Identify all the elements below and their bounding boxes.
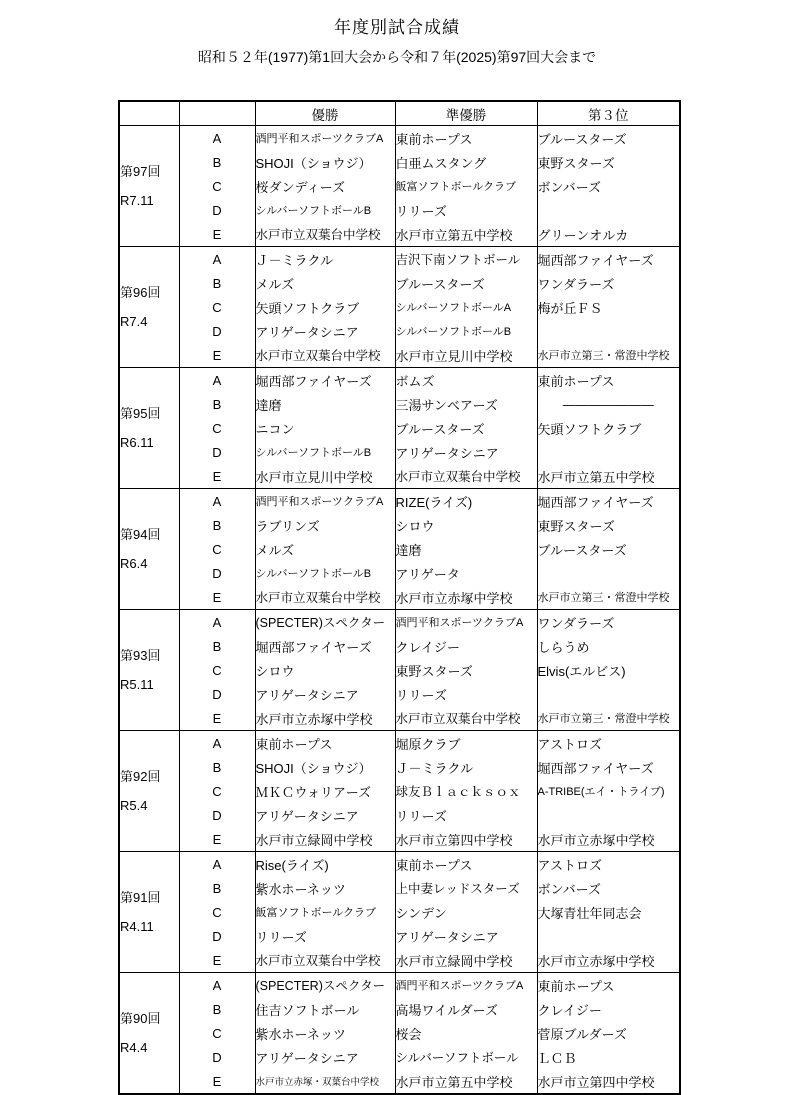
round-label: 第96回 (120, 285, 161, 300)
class-cell: C (179, 174, 255, 198)
runner-up-cell: クレイジー (395, 634, 537, 658)
winner-cell: SHOJI（ショウジ） (255, 755, 395, 779)
runner-up-cell: RIZE(ライズ) (395, 489, 537, 514)
table-row (119, 706, 680, 731)
runner-up-cell: シンデン (395, 900, 537, 924)
third-place-cell (537, 198, 680, 222)
winner-cell: 水戸市立双葉台中学校 (255, 585, 395, 610)
third-place-cell: アストロズ (537, 731, 680, 756)
third-place-cell: 堀西部ファイヤーズ (537, 247, 680, 272)
winner-cell: 水戸市立見川中学校 (255, 464, 395, 489)
winner-cell: ラブリンズ (255, 513, 395, 537)
winner-cell: 堀西部ファイヤーズ (255, 368, 395, 393)
third-place-cell: 東野スターズ (537, 150, 680, 174)
winner-cell: 矢頭ソフトクラブ (255, 295, 395, 319)
table-row (119, 392, 680, 416)
runner-up-cell: 水戸市立第四中学校 (395, 827, 537, 852)
winner-cell: 水戸市立緑岡中学校 (255, 827, 395, 852)
winner-cell: メルズ (255, 537, 395, 561)
runner-up-cell: シロウ (395, 513, 537, 537)
winner-cell: アリゲータシニア (255, 319, 395, 343)
runner-up-cell: 水戸市立第五中学校 (395, 1069, 537, 1094)
class-cell: B (179, 392, 255, 416)
class-cell: E (179, 222, 255, 247)
third-place-cell: グリーンオルカ (537, 222, 680, 247)
runner-up-cell: シルバーソフトボールB (395, 319, 537, 343)
table-row (119, 247, 680, 272)
third-place-cell: 菅原ブルダーズ (537, 1021, 680, 1045)
winner-cell: 堀西部ファイヤーズ (255, 634, 395, 658)
header-row (119, 101, 680, 126)
results-table-body (119, 126, 680, 1095)
class-cell: B (179, 513, 255, 537)
table-row (119, 585, 680, 610)
page-subtitle: 昭和５２年(1977)第1回大会から令和７年(2025)第97回大会まで (197, 49, 597, 65)
third-place-cell: Elvis(エルビス) (537, 658, 680, 682)
class-cell: E (179, 585, 255, 610)
header-third-place: 第３位 (537, 101, 680, 126)
winner-cell: 住吉ソフトボール (255, 997, 395, 1021)
table-row (119, 561, 680, 585)
results-table (118, 100, 681, 1095)
date-label: R5.4 (120, 798, 148, 813)
runner-up-cell: ブルースターズ (395, 271, 537, 295)
third-place-cell: A-TRIBE(エイ・トライブ) (537, 779, 680, 803)
third-place-cell: ボンバーズ (537, 174, 680, 198)
winner-cell: (SPECTER)スペクター (255, 973, 395, 998)
third-place-cell: 水戸市立第三・常澄中学校 (537, 706, 680, 731)
runner-up-cell: 吉沢下南ソフトボール (395, 247, 537, 272)
table-row (119, 271, 680, 295)
runner-up-cell: 東前ホープス (395, 852, 537, 877)
class-cell: A (179, 247, 255, 272)
round-label: 第92回 (120, 769, 161, 784)
table-row (119, 634, 680, 658)
winner-cell: シルバーソフトボールB (255, 561, 395, 585)
class-cell: D (179, 1045, 255, 1069)
class-cell: D (179, 924, 255, 948)
round-label: 第95回 (120, 406, 161, 421)
class-cell: A (179, 973, 255, 998)
runner-up-cell: 水戸市立見川中学校 (395, 343, 537, 368)
runner-up-cell: ボムズ (395, 368, 537, 393)
runner-up-cell: アリゲータシニア (395, 440, 537, 464)
table-row (119, 368, 680, 393)
winner-cell: 桜ダンディーズ (255, 174, 395, 198)
third-place-cell: ワンダラーズ (537, 610, 680, 635)
table-row (119, 174, 680, 198)
table-row (119, 948, 680, 973)
date-label: R6.4 (120, 556, 148, 571)
header-runner-up: 準優勝 (395, 101, 537, 126)
table-row (119, 779, 680, 803)
period-cell (119, 731, 179, 852)
third-place-cell: ――――――― (537, 392, 680, 416)
class-cell: C (179, 1021, 255, 1045)
table-row (119, 852, 680, 877)
runner-up-cell: 高場ワイルダーズ (395, 997, 537, 1021)
third-place-cell: しらうめ (537, 634, 680, 658)
class-cell: E (179, 706, 255, 731)
class-cell: D (179, 440, 255, 464)
table-row (119, 610, 680, 635)
class-cell: E (179, 827, 255, 852)
third-place-cell: 水戸市立赤塚中学校 (537, 948, 680, 973)
third-place-cell: 堀西部ファイヤーズ (537, 755, 680, 779)
date-label: R4.11 (120, 919, 154, 934)
page-title: 年度別試合成績 (334, 18, 460, 37)
winner-cell: 飯富ソフトボールクラブ (255, 900, 395, 924)
class-cell: B (179, 634, 255, 658)
third-place-cell (537, 440, 680, 464)
class-cell: D (179, 319, 255, 343)
third-place-cell: 水戸市立第四中学校 (537, 1069, 680, 1094)
third-place-cell: 水戸市立赤塚中学校 (537, 827, 680, 852)
winner-cell: シロウ (255, 658, 395, 682)
class-cell: C (179, 295, 255, 319)
class-cell: A (179, 489, 255, 514)
table-row (119, 973, 680, 998)
date-label: R6.11 (120, 435, 154, 450)
third-place-cell (537, 924, 680, 948)
table-row (119, 658, 680, 682)
runner-up-cell: 上中妻レッドスターズ (395, 876, 537, 900)
third-place-cell: ブルースターズ (537, 126, 680, 151)
class-cell: A (179, 126, 255, 151)
runner-up-cell: 球友Ｂｌａｃｋｓｏｘ (395, 779, 537, 803)
third-place-cell: アストロズ (537, 852, 680, 877)
class-cell: C (179, 900, 255, 924)
runner-up-cell: シルバーソフトボールA (395, 295, 537, 319)
header-winner: 優勝 (255, 101, 395, 126)
period-cell (119, 973, 179, 1095)
runner-up-cell: 水戸市立赤塚中学校 (395, 585, 537, 610)
third-place-cell: 梅が丘ＦＳ (537, 295, 680, 319)
class-cell: E (179, 1069, 255, 1094)
third-place-cell: 水戸市立第三・常澄中学校 (537, 585, 680, 610)
period-cell (119, 489, 179, 610)
third-place-cell: ブルースターズ (537, 537, 680, 561)
table-row (119, 827, 680, 852)
class-cell: D (179, 803, 255, 827)
class-cell: C (179, 416, 255, 440)
table-row (119, 464, 680, 489)
table-row (119, 1021, 680, 1045)
table-row (119, 343, 680, 368)
third-place-cell: 堀西部ファイヤーズ (537, 489, 680, 514)
third-place-cell: 水戸市立第三・常澄中学校 (537, 343, 680, 368)
winner-cell: SHOJI（ショウジ） (255, 150, 395, 174)
runner-up-cell: リリーズ (395, 198, 537, 222)
table-row (119, 198, 680, 222)
third-place-cell (537, 319, 680, 343)
third-place-cell: ＬＣＢ (537, 1045, 680, 1069)
table-row (119, 755, 680, 779)
runner-up-cell: 白亜ムスタング (395, 150, 537, 174)
winner-cell: 東前ホープス (255, 731, 395, 756)
period-cell (119, 247, 179, 368)
winner-cell: シルバーソフトボールB (255, 440, 395, 464)
runner-up-cell: 酒門平和スポーツクラブA (395, 973, 537, 998)
table-row (119, 295, 680, 319)
winner-cell: アリゲータシニア (255, 682, 395, 706)
runner-up-cell: 堀原クラブ (395, 731, 537, 756)
table-row (119, 1045, 680, 1069)
round-label: 第94回 (120, 527, 161, 542)
table-row (119, 440, 680, 464)
runner-up-cell: 桜会 (395, 1021, 537, 1045)
round-label: 第91回 (120, 890, 161, 905)
class-cell: C (179, 779, 255, 803)
winner-cell: メルズ (255, 271, 395, 295)
class-cell: D (179, 561, 255, 585)
header-period (119, 101, 179, 126)
runner-up-cell: 三湯サンベアーズ (395, 392, 537, 416)
table-row (119, 731, 680, 756)
class-cell: D (179, 682, 255, 706)
period-cell (119, 852, 179, 973)
winner-cell: 水戸市立双葉台中学校 (255, 222, 395, 247)
table-row (119, 803, 680, 827)
third-place-cell: 矢頭ソフトクラブ (537, 416, 680, 440)
class-cell: E (179, 948, 255, 973)
table-row (119, 416, 680, 440)
winner-cell: 達磨 (255, 392, 395, 416)
header-class (179, 101, 255, 126)
class-cell: B (179, 755, 255, 779)
class-cell: A (179, 368, 255, 393)
round-label: 第97回 (120, 164, 161, 179)
table-row (119, 319, 680, 343)
runner-up-cell: 東野スターズ (395, 658, 537, 682)
third-place-cell: 東野スターズ (537, 513, 680, 537)
winner-cell: 紫水ホーネッツ (255, 1021, 395, 1045)
runner-up-cell: 酒門平和スポーツクラブA (395, 610, 537, 635)
runner-up-cell: 水戸市立第五中学校 (395, 222, 537, 247)
class-cell: A (179, 610, 255, 635)
third-place-cell (537, 682, 680, 706)
winner-cell: 水戸市立赤塚中学校 (255, 706, 395, 731)
class-cell: E (179, 343, 255, 368)
class-cell: A (179, 852, 255, 877)
period-cell (119, 126, 179, 247)
round-label: 第90回 (120, 1011, 161, 1026)
winner-cell: 酒門平和スポーツクラブA (255, 126, 395, 151)
class-cell: D (179, 198, 255, 222)
winner-cell: 水戸市立双葉台中学校 (255, 343, 395, 368)
class-cell: E (179, 464, 255, 489)
period-cell (119, 610, 179, 731)
class-cell: B (179, 271, 255, 295)
third-place-cell: ボンバーズ (537, 876, 680, 900)
round-label: 第93回 (120, 648, 161, 663)
table-row (119, 997, 680, 1021)
runner-up-cell: 飯富ソフトボールクラブ (395, 174, 537, 198)
runner-up-cell: 水戸市立双葉台中学校 (395, 706, 537, 731)
winner-cell: アリゲータシニア (255, 1045, 395, 1069)
runner-up-cell: ブルースターズ (395, 416, 537, 440)
third-place-cell (537, 803, 680, 827)
table-row (119, 537, 680, 561)
runner-up-cell: アリゲータ (395, 561, 537, 585)
runner-up-cell: 水戸市立緑岡中学校 (395, 948, 537, 973)
date-label: R7.4 (120, 314, 148, 329)
runner-up-cell: 達磨 (395, 537, 537, 561)
winner-cell: Ｊ－ミラクル (255, 247, 395, 272)
class-cell: B (179, 876, 255, 900)
table-row (119, 682, 680, 706)
table-row (119, 924, 680, 948)
winner-cell: リリーズ (255, 924, 395, 948)
runner-up-cell: シルバーソフトボール (395, 1045, 537, 1069)
table-row (119, 513, 680, 537)
winner-cell: 酒門平和スポーツクラブA (255, 489, 395, 514)
table-row (119, 222, 680, 247)
class-cell: C (179, 537, 255, 561)
class-cell: B (179, 997, 255, 1021)
class-cell: A (179, 731, 255, 756)
third-place-cell (537, 561, 680, 585)
runner-up-cell: 東前ホープス (395, 126, 537, 151)
runner-up-cell: 水戸市立双葉台中学校 (395, 464, 537, 489)
third-place-cell: 水戸市立第五中学校 (537, 464, 680, 489)
runner-up-cell: リリーズ (395, 803, 537, 827)
third-place-cell: 東前ホープス (537, 973, 680, 998)
winner-cell: ＭＫＣウォリアーズ (255, 779, 395, 803)
table-row (119, 150, 680, 174)
date-label: R7.11 (120, 193, 154, 208)
winner-cell: ニコン (255, 416, 395, 440)
winner-cell: 水戸市立双葉台中学校 (255, 948, 395, 973)
date-label: R5.11 (120, 677, 154, 692)
runner-up-cell: アリゲータシニア (395, 924, 537, 948)
third-place-cell: 東前ホープス (537, 368, 680, 393)
third-place-cell: ワンダラーズ (537, 271, 680, 295)
table-row (119, 876, 680, 900)
table-row (119, 126, 680, 151)
winner-cell: シルバーソフトボールB (255, 198, 395, 222)
class-cell: C (179, 658, 255, 682)
period-cell (119, 368, 179, 489)
table-row (119, 489, 680, 514)
winner-cell: (SPECTER)スペクター (255, 610, 395, 635)
table-row (119, 1069, 680, 1094)
third-place-cell: 大塚青壮年同志会 (537, 900, 680, 924)
runner-up-cell: Ｊ－ミラクル (395, 755, 537, 779)
winner-cell: Rise(ライズ) (255, 852, 395, 877)
winner-cell: 紫水ホーネッツ (255, 876, 395, 900)
winner-cell: 水戸市立赤塚・双葉台中学校 (255, 1069, 395, 1094)
date-label: R4.4 (120, 1040, 148, 1055)
table-row (119, 900, 680, 924)
winner-cell: アリゲータシニア (255, 803, 395, 827)
third-place-cell: クレイジー (537, 997, 680, 1021)
runner-up-cell: リリーズ (395, 682, 537, 706)
class-cell: B (179, 150, 255, 174)
